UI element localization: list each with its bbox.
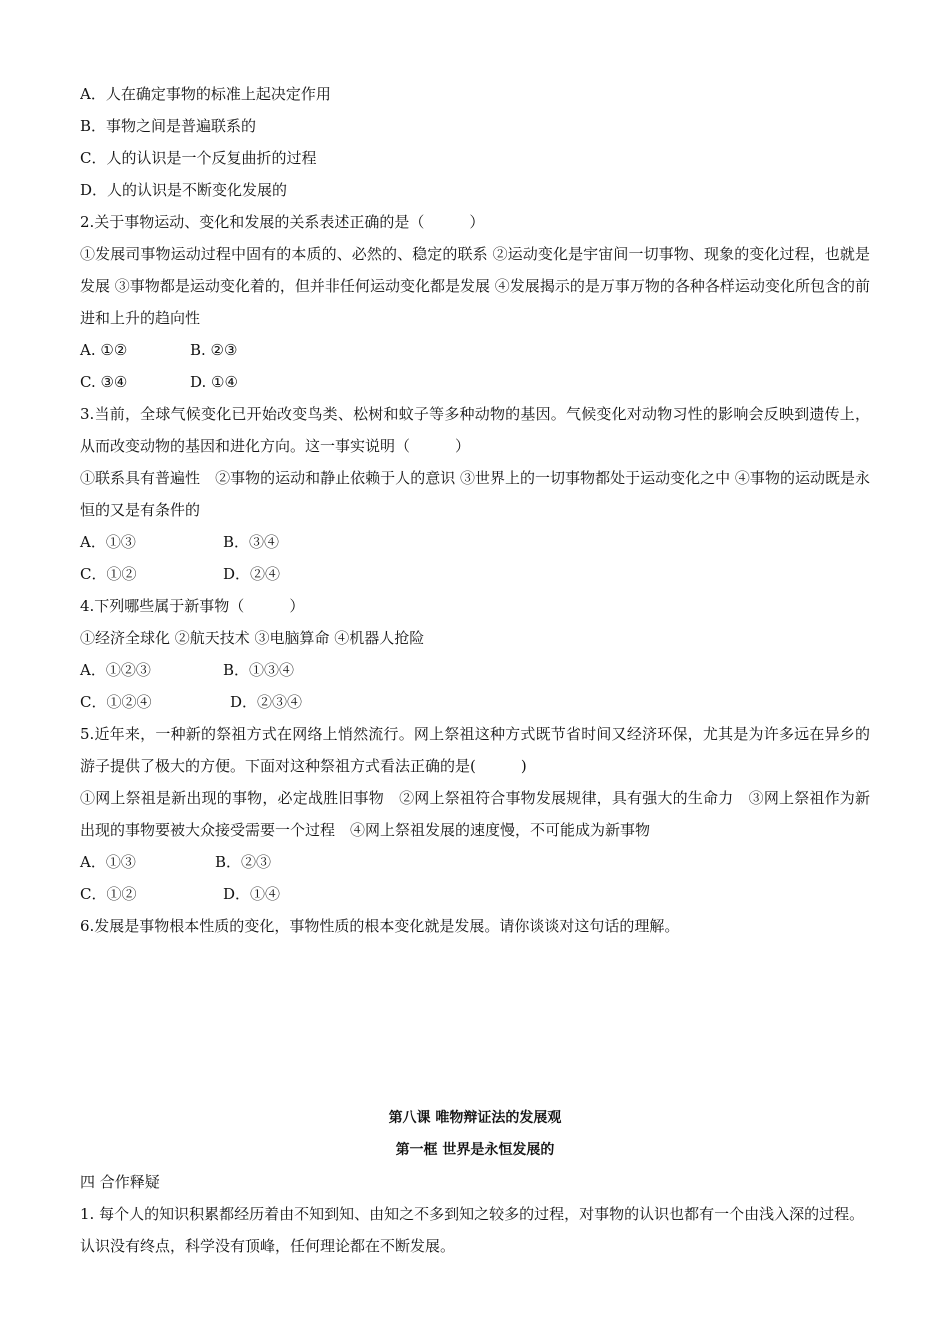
q4-option-b: B．①③④ bbox=[223, 661, 295, 679]
q5-option-d: D．①④ bbox=[223, 885, 281, 903]
q1-option-a: A．人在确定事物的标准上起决定作用 bbox=[80, 85, 331, 103]
q2-option-a: A. ①② bbox=[80, 341, 128, 359]
q5-stem: 5.近年来，一种新的祭祖方式在网络上悄然流行。网上祭祖这种方式既节省时间又经济环保，尤其是为许多远在异乡的游子提供了极大的方便。下面对这种祭祖方式看法正确的是( ) bbox=[80, 725, 870, 775]
q4-options-row-2 bbox=[80, 686, 870, 718]
q2-statements: ①发展司事物运动过程中固有的本质的、必然的、稳定的联系 ②运动变化是宇宙间一切事物、现象的变化过程，也就是发展 ③事物都是运动变化着的，但并非任何运动变化都是发展 ④发展揭示的是万事万物的各种各样运动变化所包含的前进和上升的趋向性 bbox=[80, 245, 870, 327]
q5-option-a: A．①③ bbox=[80, 853, 136, 871]
part-label: 四 合作释疑 bbox=[80, 1173, 160, 1191]
q5-options-row-1 bbox=[80, 846, 870, 878]
q1-option-c: C．人的认识是一个反复曲折的过程 bbox=[80, 149, 317, 167]
answer-space bbox=[80, 942, 870, 1102]
q2-options-row-1 bbox=[80, 334, 870, 366]
q3-options-row-1 bbox=[80, 526, 870, 558]
q5-option-c: C．①② bbox=[80, 885, 137, 903]
q1-option-d: D．人的认识是不断变化发展的 bbox=[80, 181, 288, 199]
q3-option-c: C．①② bbox=[80, 565, 137, 583]
q3-option-a: A．①③ bbox=[80, 533, 136, 551]
lesson-title: 第八课 唯物辩证法的发展观 bbox=[388, 1110, 562, 1126]
q2-option-d: D. ①④ bbox=[190, 373, 238, 391]
q5-statements: ①网上祭祖是新出现的事物，必定战胜旧事物 ②网上祭祖符合事物发展规律，具有强大的生命力 ③网上祭祖作为新出现的事物要被大众接受需要一个过程 ④网上祭祖发展的速度慢，不可能成为新事物 bbox=[80, 789, 870, 839]
q4-stem: 4.下列哪些属于新事物（ ） bbox=[80, 597, 305, 615]
q4-options-row-1 bbox=[80, 654, 870, 686]
q3-options-row-2 bbox=[80, 558, 870, 590]
q2-option-c: C. ③④ bbox=[80, 373, 128, 391]
q3-option-b: B．③④ bbox=[223, 533, 280, 551]
q4-option-c: C．①②④ bbox=[80, 693, 152, 711]
q4-option-d: D．②③④ bbox=[230, 693, 303, 711]
q3-option-d: D．②④ bbox=[223, 565, 281, 583]
document-page bbox=[80, 78, 870, 1262]
q4-option-a: A．①②③ bbox=[80, 661, 151, 679]
q4-statements: ①经济全球化 ②航天技术 ③电脑算命 ④机器人抢险 bbox=[80, 629, 425, 647]
q3-stem: 3.当前，全球气候变化已开始改变鸟类、松树和蚊子等多种动物的基因。气候变化对动物习性的影响会反映到遗传上，从而改变动物的基因和进化方向。这一事实说明（ ） bbox=[80, 405, 870, 455]
answer-1-note: 认识没有终点，科学没有顶峰，任何理论都在不断发展。 bbox=[80, 1237, 456, 1255]
q2-stem: 2.关于事物运动、变化和发展的关系表述正确的是（ ） bbox=[80, 213, 485, 231]
q2-options-row-2 bbox=[80, 366, 870, 398]
q5-option-b: B．②③ bbox=[215, 853, 272, 871]
q3-statements: ①联系具有普遍性 ②事物的运动和静止依赖于人的意识 ③世界上的一切事物都处于运动变化之中 ④事物的运动既是永恒的又是有条件的 bbox=[80, 469, 870, 519]
q1-option-b: B．事物之间是普遍联系的 bbox=[80, 117, 257, 135]
answer-1: 1. 每个人的知识积累都经历着由不知到知、由知之不多到知之较多的过程，对事物的认识也都有一个由浅入深的过程。 bbox=[80, 1205, 865, 1223]
frame-title: 第一框 世界是永恒发展的 bbox=[395, 1142, 555, 1158]
q2-option-b: B. ②③ bbox=[190, 341, 238, 359]
q5-options-row-2 bbox=[80, 878, 870, 910]
q6-stem: 6.发展是事物根本性质的变化，事物性质的根本变化就是发展。请你谈谈对这句话的理解。 bbox=[80, 917, 680, 935]
